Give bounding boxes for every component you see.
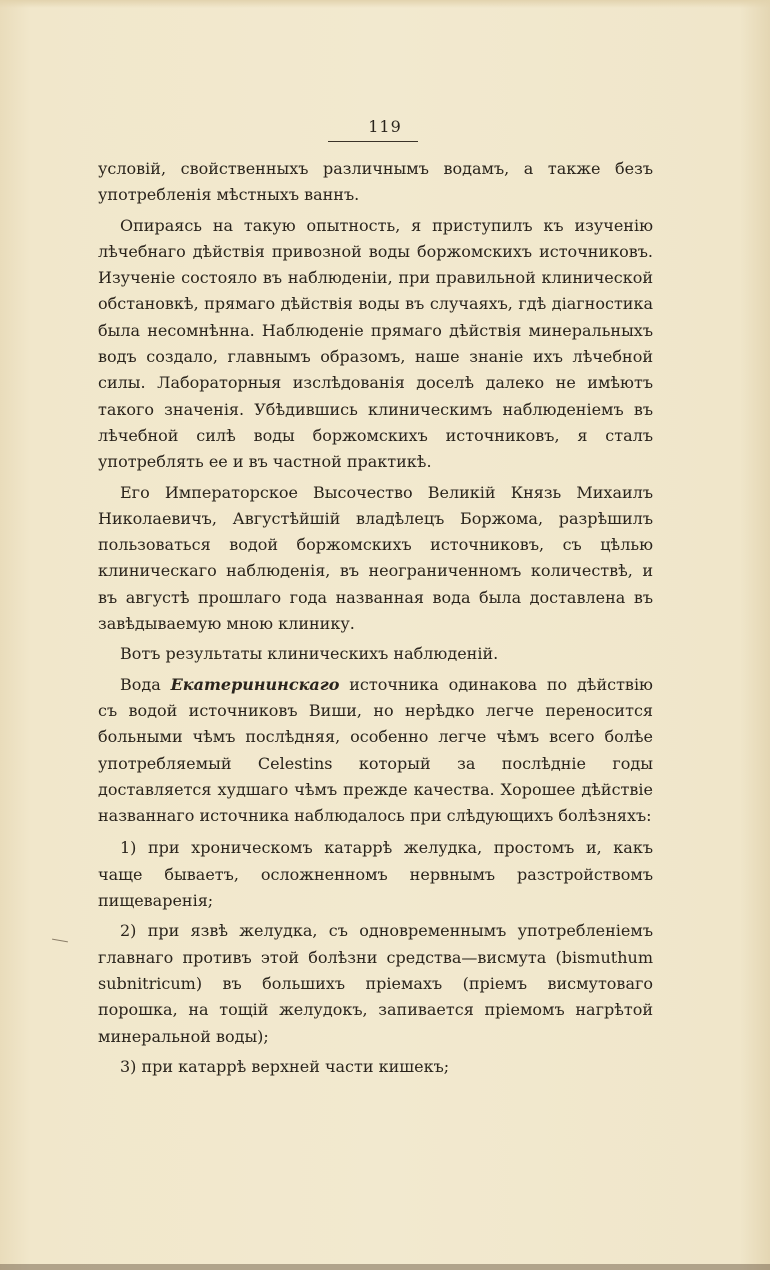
paragraph-5 bbox=[98, 672, 653, 830]
list-item-1: 1) при хроническомъ катаррѣ желудка, простомъ и, какъ чаще бываетъ, осложненномъ нервнымъ разстройствомъ пищеваренія; bbox=[98, 838, 653, 911]
paragraph-4: Вотъ результаты клиническихъ наблюденій. bbox=[120, 644, 499, 664]
page-bottom-edge bbox=[0, 1264, 770, 1270]
paragraph-2: Опираясь на такую опытность, я приступилъ къ изученію лѣчебнаго дѣйствія привозной воды боржомскихъ источниковъ. Изученіе состояло въ наблюденіи, при правильной клинической обстановкѣ, прямаго дѣйствія воды въ случаяхъ, гдѣ діагностика была несомнѣнна. Наблюденіе прямаго дѣйствія минеральныхъ водъ создало, главнымъ образомъ, наше знаніе ихъ лѣчебной силы. Лабораторныя изслѣдованія доселѣ далеко не имѣютъ такого значенія. Убѣдившись клиническимъ наблюденіемъ въ лѣчебной силѣ воды боржомскихъ источниковъ, я сталъ употреблять ее и въ частной практикѣ. bbox=[98, 215, 653, 472]
emphasized-source-name: Екатерининскаго bbox=[170, 674, 340, 694]
page-number: 119 bbox=[368, 117, 402, 136]
body-text bbox=[98, 156, 653, 1080]
page-top-edge bbox=[0, 0, 770, 8]
margin-pencil-mark bbox=[52, 939, 68, 943]
paragraph-1: условій, свойственныхъ различнымъ водамъ, а также безъ употребленія мѣстныхъ ваннъ. bbox=[98, 159, 653, 205]
paragraph-5-rest: источника одинакова по дѣйствію съ водой источниковъ Виши, но нерѣдко легче переносится больными чѣмъ послѣдняя, особенно легче чѣмъ всего болѣе употребляемый Celestins который за послѣдніе годы доставляется худшаго чѣмъ прежде качества. Хорошее дѣйствіе названнаго источника наблюдалось при слѣдующихъ болѣзняхъ: bbox=[98, 674, 653, 826]
page-number-rule bbox=[328, 141, 418, 142]
list-item-2: 2) при язвѣ желудка, съ одновременнымъ употребленіемъ главнаго противъ этой болѣзни средства—висмута (bismuthum subnitricum) въ большихъ пріемахъ (пріемъ висмутоваго порошка, на тощій желудокъ, запивается пріемомъ нагрѣтой минеральной воды); bbox=[98, 921, 653, 1046]
paragraph-3: Его Императорское Высочество Великій Князь Михаилъ Николаевичъ, Августѣйшій владѣлецъ Боржома, разрѣшилъ пользоваться водой боржомскихъ источниковъ, съ цѣлью клиническаго наблюденія, въ неограниченномъ количествѣ, и въ августѣ прошлаго года названная вода была доставлена въ завѣдываемую мною клинику. bbox=[98, 482, 653, 634]
list-item-3: 3) при катаррѣ верхней части кишекъ; bbox=[120, 1056, 450, 1076]
paragraph-5-start: Вода bbox=[120, 674, 171, 694]
